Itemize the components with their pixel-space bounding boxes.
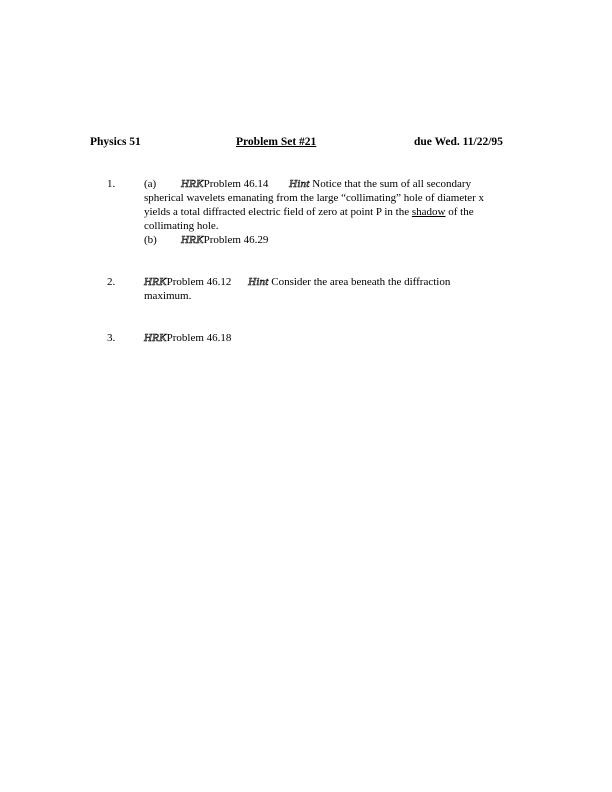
problem-1a-hint-label: Hint (289, 178, 310, 190)
problem-2-hint-line-2: maximum. (144, 290, 192, 302)
problem-1a-source: HRK (181, 178, 204, 190)
problem-1-number: 1. (107, 178, 116, 190)
problem-1a-hint-line-4: collimating hole. (144, 220, 219, 232)
problem-3-line (144, 331, 231, 345)
problem-1a-hint-line-3-tail: of the (448, 206, 474, 218)
problem-2-hint-label: Hint (248, 276, 269, 288)
problem-1a-problem: Problem 46.14 (203, 178, 269, 190)
problem-1a-hint-line-1: Notice that the sum of all secondary (312, 178, 472, 190)
problem-1a-line (181, 177, 471, 191)
problem-1a-hint-line-3-text: yields a total diffracted electric field of zero at point P in the (144, 206, 410, 218)
problem-1b-line (181, 233, 268, 247)
problem-1a-label: (a) (144, 178, 157, 190)
problem-1a-underlined-word: shadow (411, 206, 446, 218)
problem-set-title: Problem Set #21 (236, 136, 317, 148)
problem-3-number: 3. (107, 332, 116, 344)
problem-1b-label: (b) (144, 234, 157, 246)
problem-2-problem: Problem 46.12 (166, 276, 232, 288)
problem-2-source: HRK (144, 276, 167, 288)
problem-1b-problem: Problem 46.29 (203, 234, 269, 246)
problem-1b-source: HRK (181, 234, 204, 246)
problem-1a-hint-line-3 (144, 205, 474, 219)
problem-3-source: HRK (144, 332, 167, 344)
problem-3-problem: Problem 46.18 (166, 332, 232, 344)
due-date: due Wed. 11/22/95 (414, 136, 503, 148)
problem-2-hint-line-1: Consider the area beneath the diffraction (271, 276, 451, 288)
course-name: Physics 51 (90, 136, 141, 148)
problem-2-line (144, 275, 450, 289)
problem-1a-hint-line-2: spherical wavelets emanating from the large “collimating” hole of diameter x (144, 192, 485, 204)
problem-2-number: 2. (107, 276, 116, 288)
